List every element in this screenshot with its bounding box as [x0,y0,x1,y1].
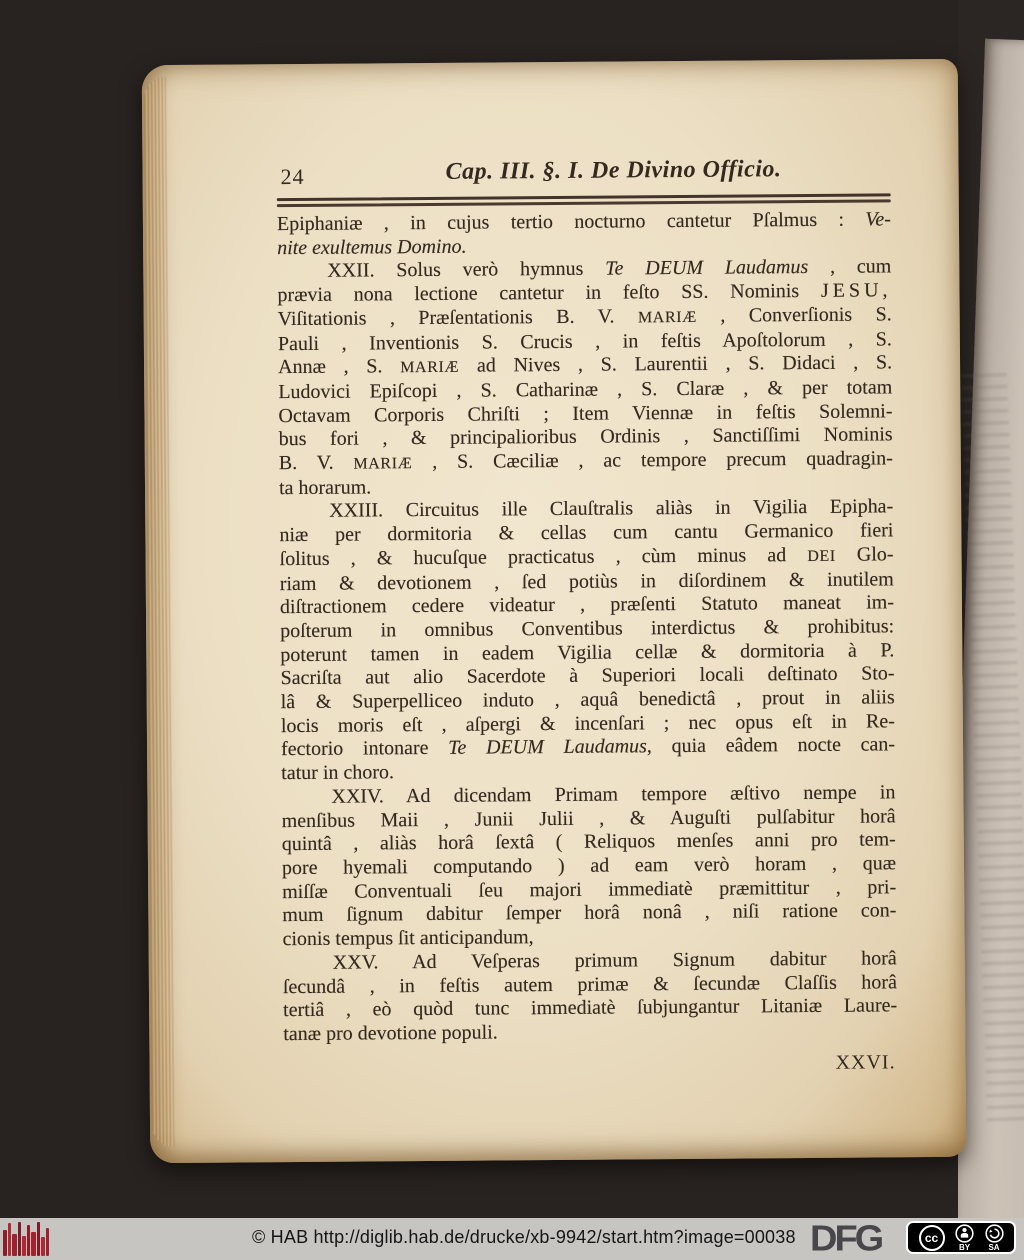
header-rule-bottom [277,199,891,207]
text-line: tertiâ , eò quòd tunc immediatè ſubjungantur Litaniæ Laure- [283,994,898,1022]
text-line: ſolitus , & hucuſque practicatus , cùm minus ad DEI Glo- [279,543,894,570]
text-line: XXIII. Circuitus ille Clauſtralis aliàs in Vigilia Epipha- [329,495,894,523]
text-line: ſecundâ , in feſtis autem primæ & ſecundæ Claſſis horâ [282,970,898,998]
text-line: prævia nona lectione cantetur in feſto SS. Nominis JESU, [277,279,892,307]
page-content [276,155,897,1078]
text-line: tatur in choro. [281,761,395,785]
text-line: XXIV. Ad dicendam Primam tempore æſtivo nempe in [331,781,896,808]
page-number: 24 [280,163,305,190]
text-line: Ludovici Epiſcopi , S. Catharinæ , S. Claræ , & per totam [278,376,893,404]
cc-sa-group [985,1224,1004,1252]
text-line: fectorio intonare Te DEUM Laudamus, quia eâdem nocte can- [280,733,896,761]
text-line: XXII. Solus verò hymnus Te DEUM Laudamus , cum [327,255,892,283]
text-line: lâ & Superpelliceo induto , aquâ benedictâ , prout in aliis [280,686,895,714]
text-line: poſterum in omnibus Conventibus interdictus & prohibitus: [280,615,895,643]
footer-bar [0,1218,1024,1260]
chapter-title: Cap. III. §. I. De Divino Officio. [445,156,782,185]
text-line: diſtractionem cedere videatur , præſenti Statuto maneat im- [279,591,895,619]
book-fore-edge [144,77,174,1147]
color-calibration-bars-icon [3,1222,49,1258]
text-line: nite exultemus Domino. [277,235,467,259]
text-line: bus fori , & principalioribus Ordinis , Sanctiſſimi Nominis [278,423,893,451]
show-through-text [961,369,1024,1130]
cc-license-badge [906,1221,1016,1254]
facing-page-paper [958,39,1024,1218]
share-alike-arrow-icon [985,1224,1004,1243]
text-line: Annæ , S. MARIÆ ad Nives , S. Laurentii , S. Didaci , S. [277,351,893,379]
cc-by-group [955,1224,974,1252]
text-line: Pauli , Inventionis S. Crucis , in feſtis Apoſtolorum , S. [277,327,892,355]
dfg-logo: DFG [810,1219,882,1259]
text-line: quintâ , aliàs horâ ſextâ ( Reliquos menſes anni pro tem- [281,828,896,856]
text-line: tanæ pro devotione populi. [283,1021,498,1046]
text-line: Viſitationis , Præſentationis B. V. MARIÆ , Converſionis S. [277,303,892,330]
cc-sa-label: SA [988,1242,1000,1252]
attribution-person-icon [955,1224,974,1243]
text-line: ta horarum. [278,476,372,499]
catchword: XXVI. [835,1050,896,1074]
text-line: miſſæ Conventuali ſeu majori immediatè præmittitur , pri- [282,876,897,903]
text-line: Epiphaniæ , in cujus tertio nocturno cantetur Pſalmus : Ve- [276,208,892,236]
text-line: Sacriſta aut alio Sacerdote à Superiori locali deſtinato Sto- [280,662,895,690]
text-line: riam & devotionem , ſed potiùs in diſordinem & inutilem [279,567,894,595]
page-text [277,208,898,1046]
text-line: poterunt tamen in eadem Vigilia cellæ & dormitoria à P. [280,638,895,666]
running-header [276,155,890,194]
text-line: XXV. Ad Veſperas primum Signum dabitur horâ [332,947,897,974]
cc-icon: cc [919,1225,945,1251]
text-line: mum ſignum dabitur ſemper horâ nonâ , niſi ratione con- [282,899,897,927]
facing-page-strip [958,0,1024,1218]
text-line: Octavam Corporis Chriſti ; Item Viennæ in feſtis Solemni- [278,399,893,427]
text-line: B. V. MARIÆ , S. Cæciliæ , ac tempore precum quadragin- [278,447,893,475]
text-line: cionis tempus ſit anticipandum, [282,926,534,951]
copyright-url: © HAB http://diglib.hab.de/drucke/xb-9942/start.htm?image=00038 [252,1227,796,1247]
scanned-page [142,59,967,1163]
cc-by-label: BY [958,1242,971,1252]
text-line: pore hyemali computando ) ad eam verò horam , quæ [281,852,897,880]
text-line: locis moris eſt , aſpergi & incenſari ; nec opus eſt in Re- [280,710,895,737]
text-line: niæ per dormitoria & cellas cum cantu Germanico fieri [279,519,894,547]
text-line: menſibus Maii , Junii Julii , & Auguſti pulſabitur horâ [281,804,896,832]
